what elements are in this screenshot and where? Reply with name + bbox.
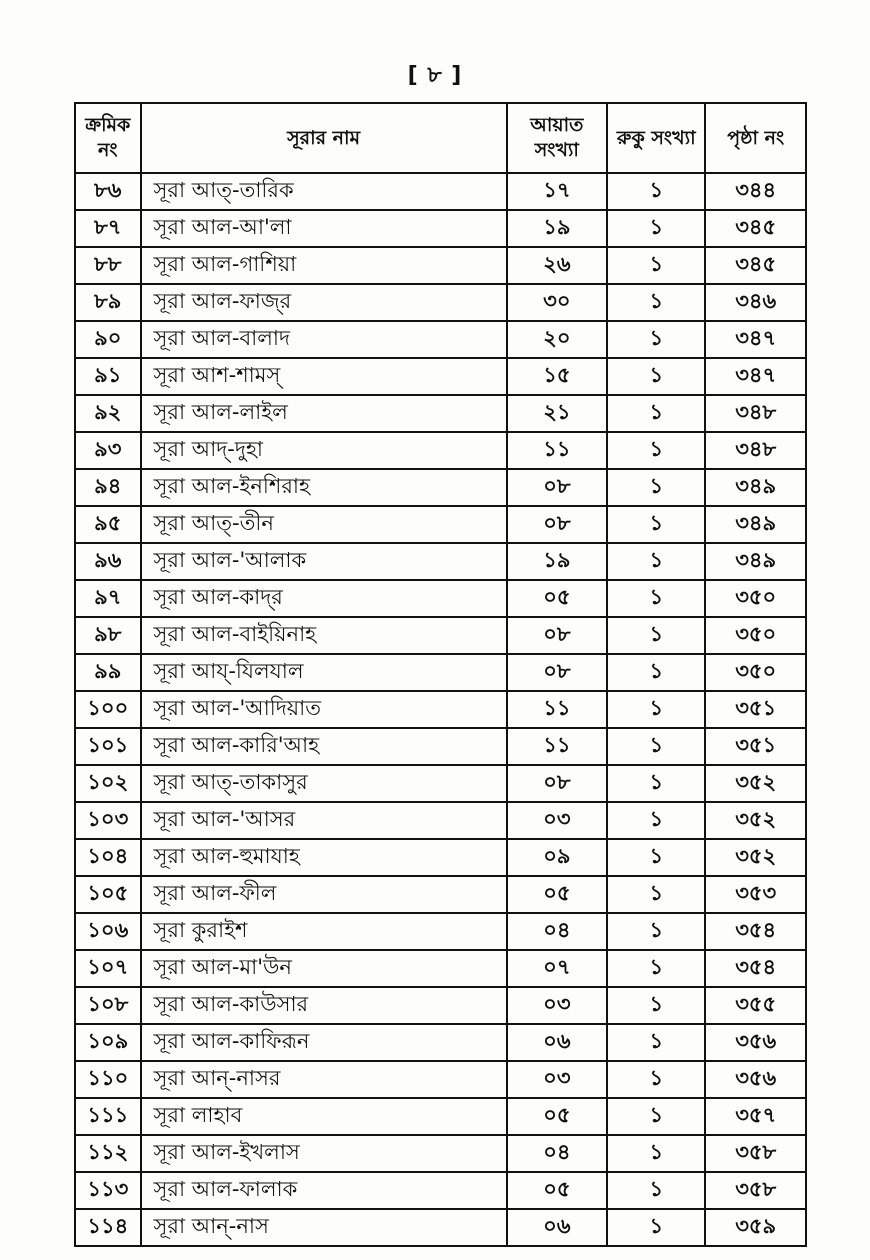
surah-name-cell: সূরা আল-'আদিয়াত <box>141 691 507 728</box>
table-row <box>75 506 806 543</box>
serial-cell: ১০৪ <box>75 839 141 876</box>
page-no-cell: ৩৪৬ <box>705 284 806 321</box>
ruku-count-cell: ১ <box>607 247 705 284</box>
serial-cell: ৯৪ <box>75 469 141 506</box>
ayat-count-cell: ০৪ <box>507 913 608 950</box>
ayat-count-cell: ০৯ <box>507 839 608 876</box>
table-row <box>75 210 806 247</box>
table-row <box>75 580 806 617</box>
ruku-count-cell: ১ <box>607 987 705 1024</box>
page-no-cell: ৩৪৯ <box>705 506 806 543</box>
ayat-count-cell: ০৩ <box>507 802 608 839</box>
ayat-count-cell: ১১ <box>507 691 608 728</box>
page-no-cell: ৩৫৬ <box>705 1024 806 1061</box>
surah-name-cell: সূরা আন্-নাসর <box>141 1061 507 1098</box>
header-surah-name: সূরার নাম <box>141 103 507 173</box>
serial-cell: ১১৩ <box>75 1172 141 1209</box>
page-no-cell: ৩৫৪ <box>705 913 806 950</box>
serial-cell: ১০১ <box>75 728 141 765</box>
surah-name-cell: সূরা আল-মা'উন <box>141 950 507 987</box>
surah-name-cell: সূরা আল-কারি'আহ <box>141 728 507 765</box>
table-row <box>75 247 806 284</box>
serial-cell: ১০৭ <box>75 950 141 987</box>
serial-cell: ১০০ <box>75 691 141 728</box>
ayat-count-cell: ০৫ <box>507 1098 608 1135</box>
surah-name-cell: সূরা আল-বাইয়িনাহ <box>141 617 507 654</box>
table-row <box>75 1172 806 1209</box>
ruku-count-cell: ১ <box>607 913 705 950</box>
surah-name-cell: সূরা আল-কাদ্‌র <box>141 580 507 617</box>
page-no-cell: ৩৫৮ <box>705 1172 806 1209</box>
serial-cell: ৯১ <box>75 358 141 395</box>
serial-cell: ১১২ <box>75 1135 141 1172</box>
serial-cell: ১০২ <box>75 765 141 802</box>
table-row <box>75 913 806 950</box>
page-no-cell: ৩৫১ <box>705 728 806 765</box>
surah-name-cell: সূরা আল-ইনশিরাহ <box>141 469 507 506</box>
surah-name-cell: সূরা আল-'আসর <box>141 802 507 839</box>
page-no-cell: ৩৪৪ <box>705 173 806 210</box>
page-no-cell: ৩৫৫ <box>705 987 806 1024</box>
table-row <box>75 728 806 765</box>
table-row <box>75 765 806 802</box>
surah-name-cell: সূরা আল-ফালাক <box>141 1172 507 1209</box>
serial-cell: ১০৬ <box>75 913 141 950</box>
surah-name-cell: সূরা আল-আ'লা <box>141 210 507 247</box>
ruku-count-cell: ১ <box>607 358 705 395</box>
ruku-count-cell: ১ <box>607 617 705 654</box>
page-no-cell: ৩৫৮ <box>705 1135 806 1172</box>
page-no-cell: ৩৪৮ <box>705 395 806 432</box>
surah-name-cell: সূরা আল-কাউসার <box>141 987 507 1024</box>
surah-table <box>74 102 807 1247</box>
surah-name-cell: সূরা আল-লাইল <box>141 395 507 432</box>
ayat-count-cell: ১৯ <box>507 543 608 580</box>
surah-name-cell: সূরা কুরাইশ <box>141 913 507 950</box>
header-ayat-count: আয়াত সংখ্যা <box>507 103 608 173</box>
serial-cell: ৯৬ <box>75 543 141 580</box>
ruku-count-cell: ১ <box>607 395 705 432</box>
page-no-cell: ৩৫২ <box>705 765 806 802</box>
ayat-count-cell: ০৮ <box>507 469 608 506</box>
table-row <box>75 543 806 580</box>
page-number: [ ৮ ] <box>407 63 463 88</box>
ruku-count-cell: ১ <box>607 432 705 469</box>
table-row <box>75 469 806 506</box>
page-no-cell: ৩৫৩ <box>705 876 806 913</box>
page-no-cell: ৩৫০ <box>705 617 806 654</box>
page-no-cell: ৩৪৭ <box>705 358 806 395</box>
serial-cell: ৯০ <box>75 321 141 358</box>
page-no-cell: ৩৪৯ <box>705 469 806 506</box>
surah-name-cell: সূরা আল-বালাদ <box>141 321 507 358</box>
surah-name-cell: সূরা আল-ফীল <box>141 876 507 913</box>
ayat-count-cell: ০৫ <box>507 580 608 617</box>
serial-cell: ৯৫ <box>75 506 141 543</box>
surah-name-cell: সূরা আল-কাফিরূন <box>141 1024 507 1061</box>
serial-cell: ১০৮ <box>75 987 141 1024</box>
serial-cell: ৮৮ <box>75 247 141 284</box>
ruku-count-cell: ১ <box>607 284 705 321</box>
table-row <box>75 617 806 654</box>
page-no-cell: ৩৫৯ <box>705 1209 806 1246</box>
ayat-count-cell: ০৩ <box>507 987 608 1024</box>
serial-cell: ১১০ <box>75 1061 141 1098</box>
surah-name-cell: সূরা আল-'আলাক <box>141 543 507 580</box>
table-row <box>75 654 806 691</box>
table-row <box>75 284 806 321</box>
ruku-count-cell: ১ <box>607 210 705 247</box>
ayat-count-cell: ২০ <box>507 321 608 358</box>
ayat-count-cell: ০৮ <box>507 654 608 691</box>
page-no-cell: ৩৫০ <box>705 654 806 691</box>
header-ruku-count: রুকু সংখ্যা <box>607 103 705 173</box>
table-row <box>75 358 806 395</box>
ayat-count-cell: ০৮ <box>507 617 608 654</box>
header-page-no: পৃষ্ঠা নং <box>705 103 806 173</box>
page-no-cell: ৩৫২ <box>705 802 806 839</box>
serial-cell: ৯৭ <box>75 580 141 617</box>
ruku-count-cell: ১ <box>607 950 705 987</box>
surah-name-cell: সূরা আয্-যিলযাল <box>141 654 507 691</box>
table-row <box>75 1135 806 1172</box>
serial-cell: ৯৯ <box>75 654 141 691</box>
ruku-count-cell: ১ <box>607 1024 705 1061</box>
surah-name-cell: সূরা আল-ইখলাস <box>141 1135 507 1172</box>
serial-cell: ৮৯ <box>75 284 141 321</box>
ruku-count-cell: ১ <box>607 506 705 543</box>
ayat-count-cell: ১১ <box>507 432 608 469</box>
ayat-count-cell: ০৫ <box>507 1172 608 1209</box>
surah-name-cell: সূরা আল-গাশিয়া <box>141 247 507 284</box>
table-row <box>75 950 806 987</box>
ayat-count-cell: ০৩ <box>507 1061 608 1098</box>
table-row <box>75 432 806 469</box>
ayat-count-cell: ০৬ <box>507 1024 608 1061</box>
table-row <box>75 1098 806 1135</box>
table-row <box>75 173 806 210</box>
page-no-cell: ৩৫৬ <box>705 1061 806 1098</box>
table-row <box>75 987 806 1024</box>
page-no-cell: ৩৫১ <box>705 691 806 728</box>
ayat-count-cell: ১১ <box>507 728 608 765</box>
serial-cell: ৮৭ <box>75 210 141 247</box>
ayat-count-cell: ০৪ <box>507 1135 608 1172</box>
ruku-count-cell: ১ <box>607 1209 705 1246</box>
ruku-count-cell: ১ <box>607 1172 705 1209</box>
table-header-row <box>75 103 806 173</box>
page-no-cell: ৩৪৮ <box>705 432 806 469</box>
surah-name-cell: সূরা লাহাব <box>141 1098 507 1135</box>
ruku-count-cell: ১ <box>607 691 705 728</box>
ruku-count-cell: ১ <box>607 321 705 358</box>
page-no-cell: ৩৪৭ <box>705 321 806 358</box>
ruku-count-cell: ১ <box>607 839 705 876</box>
ayat-count-cell: ৩০ <box>507 284 608 321</box>
serial-cell: ৯৩ <box>75 432 141 469</box>
page-no-cell: ৩৫২ <box>705 839 806 876</box>
table-row <box>75 839 806 876</box>
surah-name-cell: সূরা আত্-তারিক <box>141 173 507 210</box>
page-no-cell: ৩৪৫ <box>705 247 806 284</box>
surah-name-cell: সূরা আত্-তীন <box>141 506 507 543</box>
ruku-count-cell: ১ <box>607 173 705 210</box>
ruku-count-cell: ১ <box>607 802 705 839</box>
ayat-count-cell: ২১ <box>507 395 608 432</box>
serial-cell: ১১১ <box>75 1098 141 1135</box>
page-no-cell: ৩৪৫ <box>705 210 806 247</box>
serial-cell: ৯৮ <box>75 617 141 654</box>
page-no-cell: ৩৪৯ <box>705 543 806 580</box>
serial-cell: ১১৪ <box>75 1209 141 1246</box>
ayat-count-cell: ১৫ <box>507 358 608 395</box>
ayat-count-cell: ০৮ <box>507 506 608 543</box>
ruku-count-cell: ১ <box>607 469 705 506</box>
ruku-count-cell: ১ <box>607 543 705 580</box>
page-no-cell: ৩৫৭ <box>705 1098 806 1135</box>
table-row <box>75 1024 806 1061</box>
table-row <box>75 1061 806 1098</box>
surah-name-cell: সূরা আন্-নাস <box>141 1209 507 1246</box>
table-row <box>75 1209 806 1246</box>
ayat-count-cell: ০৫ <box>507 876 608 913</box>
serial-cell: ১০৯ <box>75 1024 141 1061</box>
ruku-count-cell: ১ <box>607 728 705 765</box>
ayat-count-cell: ২৬ <box>507 247 608 284</box>
ruku-count-cell: ১ <box>607 1098 705 1135</box>
ayat-count-cell: ০৭ <box>507 950 608 987</box>
table-row <box>75 802 806 839</box>
page-no-cell: ৩৫০ <box>705 580 806 617</box>
surah-name-cell: সূরা আদ্-দুহা <box>141 432 507 469</box>
surah-name-cell: সূরা আল-ফাজ্‌র <box>141 284 507 321</box>
ruku-count-cell: ১ <box>607 876 705 913</box>
table-row <box>75 321 806 358</box>
ruku-count-cell: ১ <box>607 765 705 802</box>
serial-cell: ৮৬ <box>75 173 141 210</box>
surah-name-cell: সূরা আল-হুমাযাহ <box>141 839 507 876</box>
serial-cell: ৯২ <box>75 395 141 432</box>
serial-cell: ১০৫ <box>75 876 141 913</box>
ruku-count-cell: ১ <box>607 580 705 617</box>
ruku-count-cell: ১ <box>607 654 705 691</box>
table-row <box>75 691 806 728</box>
ayat-count-cell: ০৬ <box>507 1209 608 1246</box>
page-no-cell: ৩৫৪ <box>705 950 806 987</box>
table-row <box>75 876 806 913</box>
ayat-count-cell: ০৮ <box>507 765 608 802</box>
table-body <box>75 173 806 1246</box>
surah-name-cell: সূরা আত্-তাকাসুর <box>141 765 507 802</box>
ruku-count-cell: ১ <box>607 1061 705 1098</box>
surah-name-cell: সূরা আশ-শামস্ <box>141 358 507 395</box>
serial-cell: ১০৩ <box>75 802 141 839</box>
table-row <box>75 395 806 432</box>
ruku-count-cell: ১ <box>607 1135 705 1172</box>
ayat-count-cell: ১৯ <box>507 210 608 247</box>
header-serial: ক্রমিক নং <box>75 103 141 173</box>
ayat-count-cell: ১৭ <box>507 173 608 210</box>
